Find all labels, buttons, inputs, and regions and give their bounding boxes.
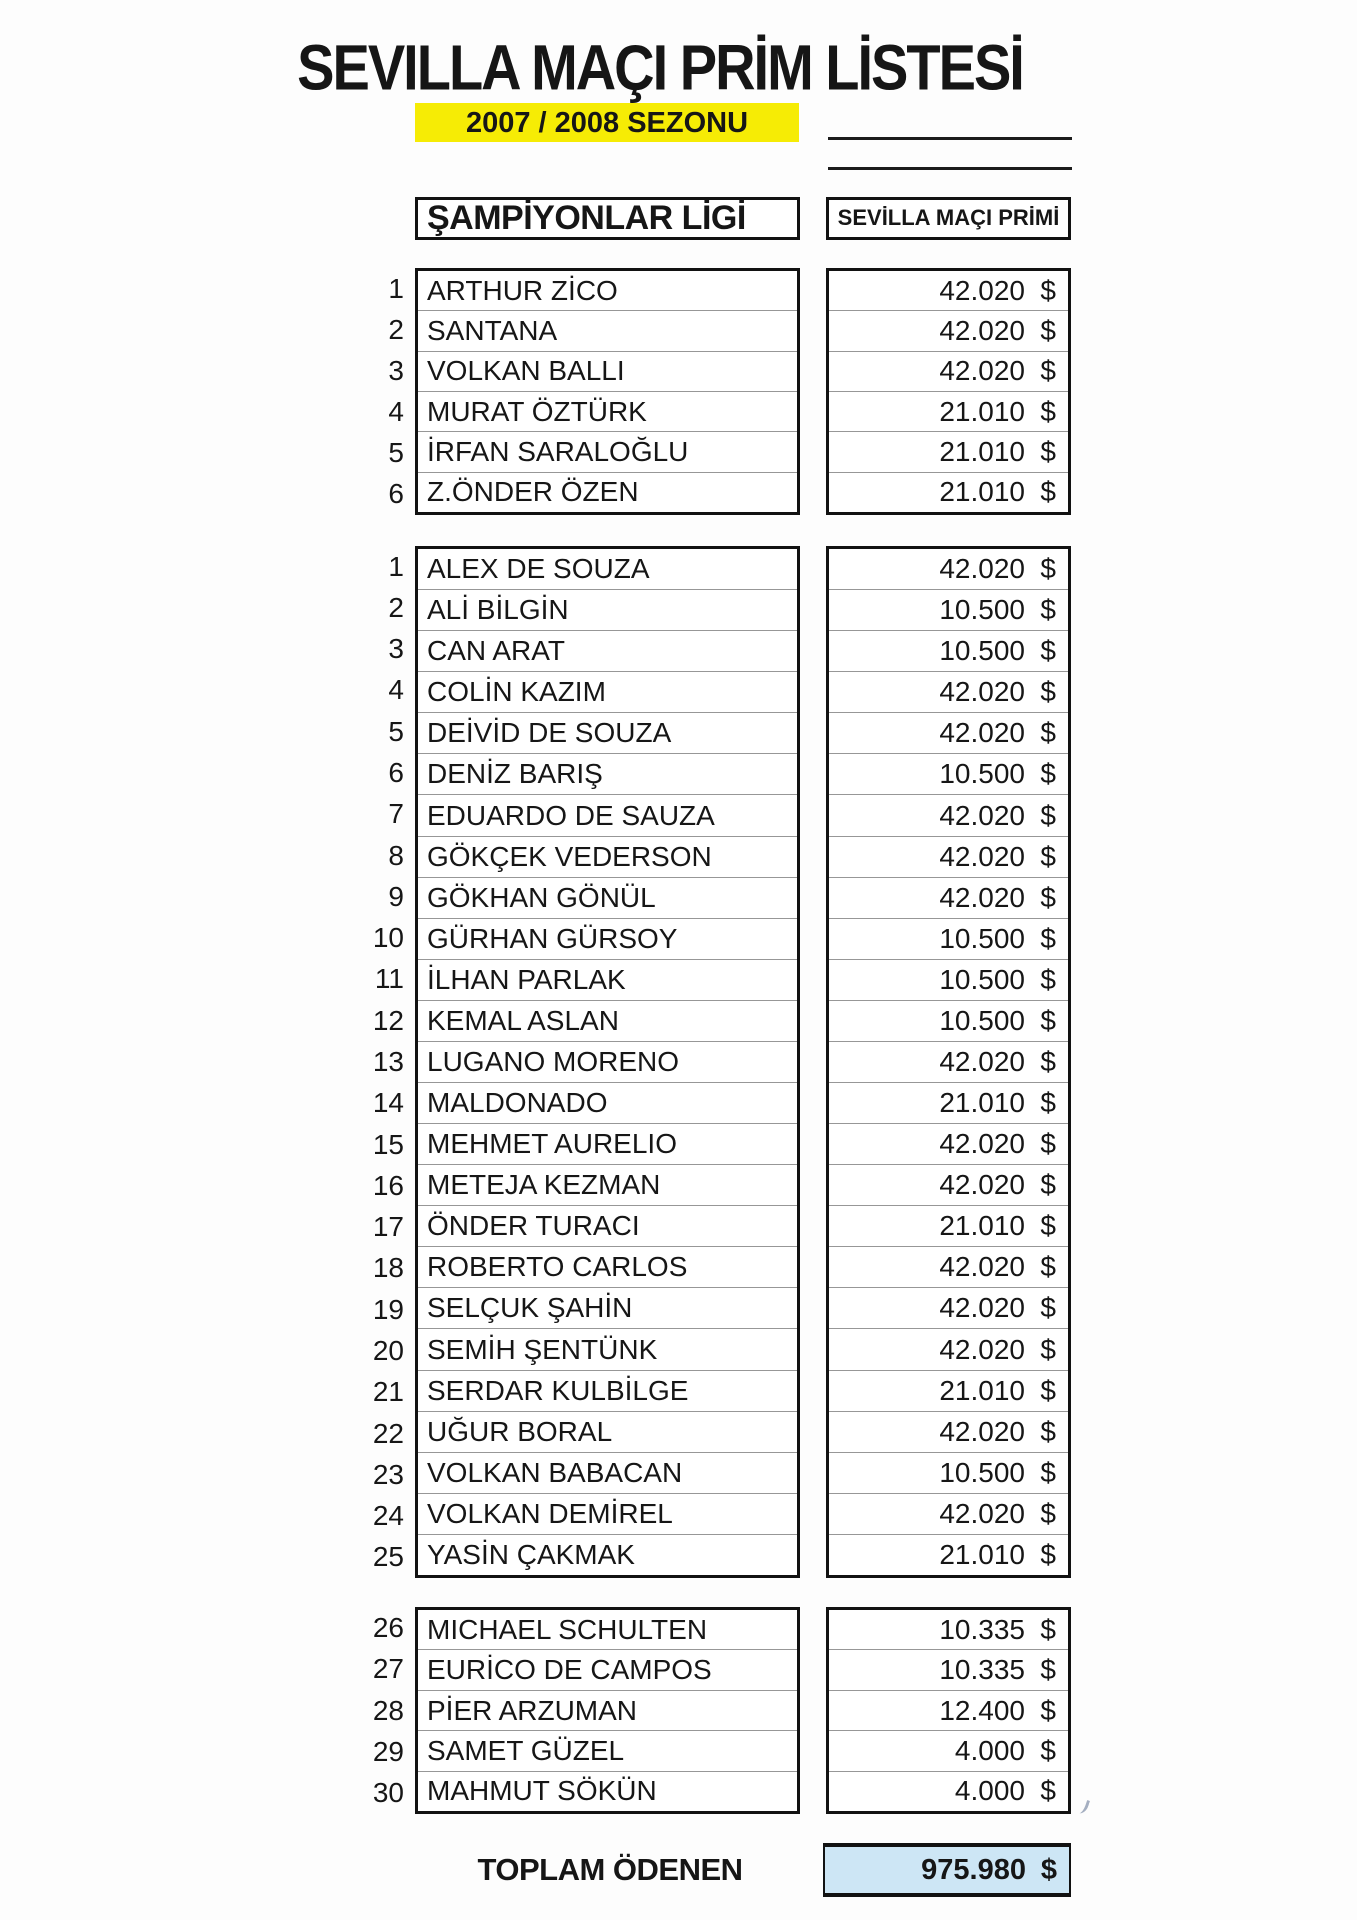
player-name: LUGANO MORENO — [418, 1042, 797, 1083]
amount-value: 10.500 — [939, 635, 1025, 667]
row-number: 4 — [388, 674, 404, 706]
bonus-amount-column — [826, 268, 1071, 515]
row-amount — [829, 1650, 1068, 1690]
row-amount — [829, 1042, 1068, 1083]
player-name: DEİVİD DE SOUZA — [418, 713, 797, 754]
row-amount — [829, 1371, 1068, 1412]
row-number: 17 — [372, 1211, 404, 1243]
player-name: İLHAN PARLAK — [418, 960, 797, 1001]
row-amount — [829, 1124, 1068, 1165]
currency-symbol: $ — [1040, 799, 1056, 831]
row-amount — [829, 672, 1068, 713]
row-amount — [829, 1610, 1068, 1650]
currency-symbol: $ — [1040, 395, 1056, 427]
row-amount — [829, 1206, 1068, 1247]
currency-symbol: $ — [1040, 881, 1056, 913]
currency-symbol: $ — [1040, 635, 1056, 667]
currency-symbol: $ — [1040, 594, 1056, 626]
currency-symbol: $ — [1040, 355, 1056, 387]
column-header-league: ŞAMPİYONLAR LİGİ — [415, 197, 800, 240]
row-amount — [829, 795, 1068, 836]
row-number: 3 — [388, 354, 404, 386]
row-amount — [829, 1731, 1068, 1771]
row-amount — [829, 311, 1068, 351]
row-number: 5 — [388, 437, 404, 469]
blank-line-2 — [828, 167, 1072, 170]
player-name: MAHMUT SÖKÜN — [427, 1775, 657, 1807]
amount-value: 10.500 — [939, 1004, 1025, 1036]
currency-symbol: $ — [1040, 1694, 1056, 1726]
currency-symbol: $ — [1040, 314, 1056, 346]
row-number: 25 — [372, 1541, 404, 1573]
amount-value: 21.010 — [939, 1374, 1025, 1406]
player-name: SAMET GÜZEL — [418, 1731, 797, 1771]
row-amount — [829, 549, 1068, 590]
row-amount — [829, 432, 1068, 472]
currency-symbol: $ — [1040, 1292, 1056, 1324]
currency-symbol: $ — [1040, 1210, 1056, 1242]
row-amount — [829, 1288, 1068, 1329]
amount-value: 42.020 — [939, 676, 1025, 708]
currency-symbol: $ — [1040, 1128, 1056, 1160]
row-number: 23 — [372, 1458, 404, 1490]
player-name: GÜRHAN GÜRSOY — [418, 919, 797, 960]
player-name: UĞUR BORAL — [418, 1412, 797, 1453]
amount-value: 10.500 — [939, 758, 1025, 790]
amount-value: 42.020 — [939, 1128, 1025, 1160]
amount-value: 42.020 — [939, 1292, 1025, 1324]
currency-symbol: $ — [1040, 1087, 1056, 1119]
row-amount — [829, 1083, 1068, 1124]
total-value-box — [823, 1843, 1071, 1897]
row-number: 15 — [372, 1128, 404, 1160]
amount-value: 42.020 — [939, 1169, 1025, 1201]
amount-value: 10.335 — [939, 1654, 1025, 1686]
player-name: KEMAL ASLAN — [418, 1001, 797, 1042]
currency-symbol: $ — [1040, 1538, 1056, 1570]
player-table-group-3 — [340, 1607, 1073, 1814]
row-amount — [829, 1412, 1068, 1453]
row-amount — [829, 473, 1068, 512]
currency-symbol: $ — [1040, 840, 1056, 872]
row-amount — [829, 1329, 1068, 1370]
player-name: SELÇUK ŞAHİN — [418, 1288, 797, 1329]
season-highlight: 2007 / 2008 SEZONU — [415, 103, 799, 142]
amount-value: 10.500 — [939, 963, 1025, 995]
row-number: 16 — [372, 1169, 404, 1201]
page-title: SEVILLA MAÇI PRİM LİSTESİ — [297, 31, 1023, 103]
row-number: 20 — [372, 1334, 404, 1366]
amount-value: 42.020 — [939, 355, 1025, 387]
row-number-column — [340, 546, 411, 1578]
amount-value: 42.020 — [939, 1045, 1025, 1077]
amount-value: 42.020 — [939, 1497, 1025, 1529]
row-number: 2 — [388, 313, 404, 345]
blank-line-1 — [828, 137, 1072, 140]
player-name: PİER ARZUMAN — [418, 1691, 797, 1731]
row-number: 5 — [388, 715, 404, 747]
total-label: TOPLAM ÖDENEN — [477, 1852, 743, 1887]
amount-value: 42.020 — [939, 1251, 1025, 1283]
amount-value: 42.020 — [939, 314, 1025, 346]
player-name: GÖKÇEK VEDERSON — [418, 837, 797, 878]
amount-value: 21.010 — [939, 476, 1025, 508]
row-number: 28 — [372, 1694, 404, 1726]
currency-symbol: $ — [1040, 1654, 1056, 1686]
player-name: ROBERTO CARLOS — [418, 1247, 797, 1288]
row-number: 6 — [388, 478, 404, 510]
amount-value: 21.010 — [939, 395, 1025, 427]
currency-symbol: $ — [1040, 717, 1056, 749]
row-number: 18 — [372, 1252, 404, 1284]
amount-value: 21.010 — [939, 1538, 1025, 1570]
currency-symbol: $ — [1040, 476, 1056, 508]
player-table-group-1 — [340, 268, 1073, 515]
row-number: 6 — [388, 757, 404, 789]
row-number: 24 — [372, 1500, 404, 1532]
row-number: 19 — [372, 1293, 404, 1325]
player-name: EDUARDO DE SAUZA — [418, 795, 797, 836]
currency-symbol: $ — [1040, 1169, 1056, 1201]
row-amount — [829, 1165, 1068, 1206]
row-amount — [829, 713, 1068, 754]
row-number: 30 — [372, 1777, 404, 1809]
row-number: 11 — [374, 963, 404, 995]
row-number: 26 — [372, 1611, 404, 1643]
row-number: 12 — [372, 1004, 404, 1036]
bonus-amount-column — [826, 1607, 1071, 1814]
player-name: ALEX DE SOUZA — [418, 549, 797, 590]
player-name: VOLKAN DEMİREL — [418, 1494, 797, 1535]
row-number: 1 — [388, 550, 404, 582]
row-amount — [829, 1494, 1068, 1535]
currency-symbol: $ — [1040, 1775, 1056, 1807]
amount-value: 10.500 — [939, 1456, 1025, 1488]
currency-symbol: $ — [1040, 1374, 1056, 1406]
amount-value: 42.020 — [939, 799, 1025, 831]
row-number-column — [340, 1607, 411, 1814]
player-name: GÖKHAN GÖNÜL — [418, 878, 797, 919]
row-number: 8 — [388, 839, 404, 871]
currency-symbol: $ — [1040, 1045, 1056, 1077]
currency-symbol: $ — [1040, 1004, 1056, 1036]
row-amount — [829, 1001, 1068, 1042]
amount-value: 12.400 — [939, 1694, 1025, 1726]
currency-symbol: $ — [1040, 1853, 1057, 1886]
player-name: ARTHUR ZİCO — [418, 271, 797, 311]
row-number: 4 — [388, 396, 404, 428]
row-number: 9 — [388, 880, 404, 912]
currency-symbol: $ — [1040, 1251, 1056, 1283]
pen-mark — [1076, 1798, 1090, 1815]
amount-value: 4.000 — [954, 1775, 1025, 1807]
amount-value: 10.335 — [939, 1613, 1025, 1645]
player-name: VOLKAN BABACAN — [418, 1453, 797, 1494]
player-table-group-2 — [340, 546, 1073, 1578]
row-number: 27 — [372, 1653, 404, 1685]
row-amount — [829, 878, 1068, 919]
row-amount — [829, 590, 1068, 631]
row-amount — [829, 960, 1068, 1001]
row-amount — [829, 631, 1068, 672]
row-amount — [829, 1772, 1068, 1811]
player-name: MEHMET AURELIO — [418, 1124, 797, 1165]
amount-value: 42.020 — [939, 717, 1025, 749]
player-name-column — [415, 1607, 800, 1814]
currency-symbol: $ — [1040, 435, 1056, 467]
bonus-amount-column — [826, 546, 1071, 1578]
currency-symbol: $ — [1040, 553, 1056, 585]
currency-symbol: $ — [1040, 922, 1056, 954]
column-header-prim: SEVİLLA MAÇI PRİMİ — [826, 197, 1071, 240]
row-number: 10 — [372, 922, 404, 954]
player-name: SEMİH ŞENTÜNK — [418, 1329, 797, 1370]
player-name: CAN ARAT — [418, 631, 797, 672]
row-number: 14 — [372, 1087, 404, 1119]
player-name: ÖNDER TURACI — [418, 1206, 797, 1247]
amount-value: 10.500 — [939, 594, 1025, 626]
amount-value: 42.020 — [939, 1415, 1025, 1447]
row-number-column — [340, 268, 411, 515]
currency-symbol: $ — [1040, 1734, 1056, 1766]
row-number: 3 — [388, 633, 404, 665]
row-amount — [829, 1535, 1068, 1575]
row-amount — [829, 1247, 1068, 1288]
amount-value: 21.010 — [939, 1087, 1025, 1119]
amount-value: 42.020 — [939, 553, 1025, 585]
currency-symbol: $ — [1040, 1497, 1056, 1529]
currency-symbol: $ — [1040, 274, 1056, 306]
total-value: 975.980 — [921, 1853, 1026, 1886]
currency-symbol: $ — [1040, 676, 1056, 708]
currency-symbol: $ — [1040, 1613, 1056, 1645]
player-name: MURAT ÖZTÜRK — [418, 392, 797, 432]
row-amount — [829, 392, 1068, 432]
row-number: 21 — [372, 1376, 404, 1408]
player-name: COLİN KAZIM — [418, 672, 797, 713]
amount-value: 42.020 — [939, 274, 1025, 306]
player-name: ALİ BİLGİN — [418, 590, 797, 631]
amount-value: 42.020 — [939, 1333, 1025, 1365]
row-number: 7 — [388, 798, 404, 830]
amount-value: 4.000 — [954, 1734, 1025, 1766]
currency-symbol: $ — [1040, 1415, 1056, 1447]
row-number: 22 — [372, 1417, 404, 1449]
row-amount — [829, 837, 1068, 878]
row-amount — [829, 271, 1068, 311]
player-name: YASİN ÇAKMAK — [427, 1538, 635, 1570]
amount-value: 42.020 — [939, 840, 1025, 872]
player-name: EURİCO DE CAMPOS — [418, 1650, 797, 1690]
row-amount — [829, 919, 1068, 960]
player-name: SERDAR KULBİLGE — [418, 1371, 797, 1412]
player-name: Z.ÖNDER ÖZEN — [427, 476, 639, 508]
row-amount — [829, 754, 1068, 795]
player-name: SANTANA — [418, 311, 797, 351]
row-amount — [829, 352, 1068, 392]
currency-symbol: $ — [1040, 1333, 1056, 1365]
currency-symbol: $ — [1040, 963, 1056, 995]
amount-value: 21.010 — [939, 1210, 1025, 1242]
row-number: 1 — [388, 272, 404, 304]
row-amount — [829, 1453, 1068, 1494]
row-amount — [829, 1691, 1068, 1731]
row-number: 13 — [372, 1046, 404, 1078]
player-name: METEJA KEZMAN — [418, 1165, 797, 1206]
amount-value: 21.010 — [939, 435, 1025, 467]
player-name: MALDONADO — [418, 1083, 797, 1124]
amount-value: 42.020 — [939, 881, 1025, 913]
row-number: 2 — [388, 591, 404, 623]
player-name: MICHAEL SCHULTEN — [418, 1610, 797, 1650]
player-name: VOLKAN BALLI — [418, 352, 797, 392]
player-name-column — [415, 268, 800, 515]
row-number: 29 — [372, 1735, 404, 1767]
player-name-column — [415, 546, 800, 1578]
player-name: İRFAN SARALOĞLU — [418, 432, 797, 472]
currency-symbol: $ — [1040, 758, 1056, 790]
player-name: DENİZ BARIŞ — [418, 754, 797, 795]
amount-value: 10.500 — [939, 922, 1025, 954]
currency-symbol: $ — [1040, 1456, 1056, 1488]
